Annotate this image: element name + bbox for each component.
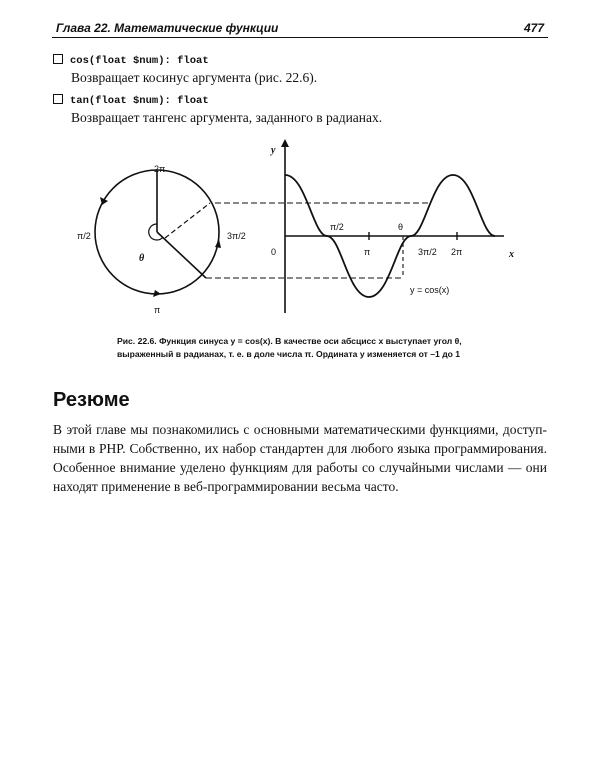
tick-label-pi: π xyxy=(364,247,371,257)
radius-theta xyxy=(157,232,206,278)
caption-line: Рис. 22.6. Функция синуса y = cos(x). В качестве оси абсцисс x выступает угол θ, xyxy=(117,336,462,346)
summary-line: находят применение в веб-программировании весьма часто. xyxy=(53,479,399,494)
circle-label-bottom: π xyxy=(154,305,161,315)
circle-label-top: 2π xyxy=(154,164,166,174)
angle-arc xyxy=(149,224,163,240)
cosine-figure xyxy=(60,135,540,340)
summary-line: Особенное внимание уделено функциям для работы со случайными числами — они xyxy=(53,460,547,475)
radius-dashed xyxy=(165,203,210,238)
summary-paragraph xyxy=(53,420,547,496)
curve-label: y = cos(x) xyxy=(410,285,450,295)
tick-label-2pi: 2π xyxy=(451,247,463,257)
origin-label: 0 xyxy=(271,247,277,257)
function-item-cos xyxy=(53,50,209,68)
circle-label-right: 3π/2 xyxy=(227,231,246,241)
section-title: Резюме xyxy=(53,389,130,411)
tick-label-half-pi: π/2 xyxy=(330,222,344,232)
function-description: Возвращает косинус аргумента (рис. 22.6). xyxy=(71,70,318,85)
summary-line: В этой главе мы познакомились с основными математическими функциями, доступ- xyxy=(53,422,547,437)
running-header xyxy=(52,19,548,37)
chapter-title: Глава 22. Математические функции xyxy=(56,21,279,35)
function-description: Возвращает тангенс аргумента, заданного в радианах. xyxy=(71,110,383,125)
circle-label-angle: θ xyxy=(139,253,145,264)
x-axis-label: x xyxy=(509,249,514,260)
y-axis-label: y xyxy=(271,145,276,156)
tick-label-three-half-pi: 3π/2 xyxy=(418,247,437,257)
checkbox-bullet-icon xyxy=(53,94,63,104)
figure-diagram xyxy=(60,135,540,335)
function-item-tan xyxy=(53,90,209,108)
page-number: 477 xyxy=(523,21,544,35)
caption-line: выраженный в радианах, т. е. в доле числа π. Ордината y изменяется от –1 до 1 xyxy=(117,349,461,359)
tick-label-theta: θ xyxy=(398,222,404,232)
checkbox-bullet-icon xyxy=(53,54,63,64)
figure-caption xyxy=(117,335,537,361)
function-signature: cos(float $num): float xyxy=(70,55,209,67)
summary-line: ными в PHP. Собственно, их набор стандартен для любого языка программирования. xyxy=(53,441,547,456)
arrow-bottom-icon xyxy=(153,290,161,297)
function-signature: tan(float $num): float xyxy=(70,95,209,107)
header-rule xyxy=(52,37,548,38)
circle-label-left: π/2 xyxy=(77,231,91,241)
